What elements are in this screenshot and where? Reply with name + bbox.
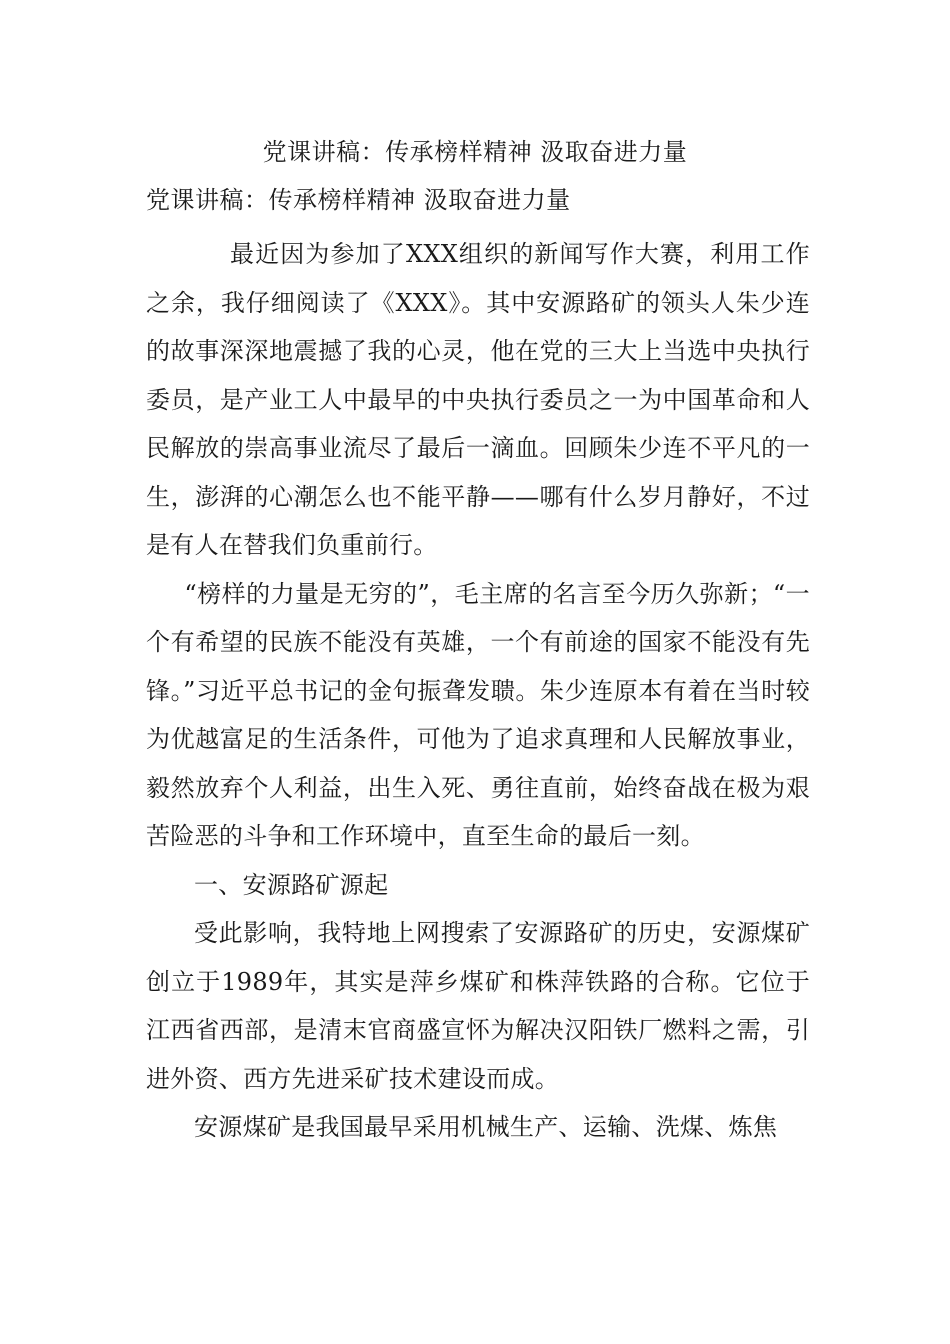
document-body: [146, 230, 810, 1152]
paragraph-role-model: “榜样的力量是无穷的”，毛主席的名言至今历久弥新；“一个有希望的民族不能没有英雄，一个有前途的国家不能没有先锋。”习近平总书记的金句振聋发聩。朱少连原本有着在当时较为优越富足的生活条件，可他为了追求真理和人民解放事业，毅然放弃个人利益，出生入死、勇往直前，始终奋战在极为艰苦险恶的斗争和工作环境中，直至生命的最后一刻。: [146, 579, 810, 850]
document-title: 党课讲稿：传承榜样精神 汲取奋进力量: [262, 138, 688, 166]
paragraph-history: 受此影响，我特地上网搜索了安源路矿的历史，安源煤矿创立于1989年，其实是萍乡煤矿和株萍铁路的合称。它位于江西省西部，是清末官商盛宣怀为解决汉阳铁厂燃料之需，引进外资、西方先进采矿技术建设而成。: [146, 919, 810, 1093]
document-subtitle: 党课讲稿：传承榜样精神 汲取奋进力量: [146, 186, 571, 214]
paragraph-mining: 安源煤矿是我国最早采用机械生产、运输、洗煤、炼焦: [194, 1113, 778, 1141]
section-heading-origin: 一、安源路矿源起: [194, 870, 389, 899]
paragraph-intro: 最近因为参加了XXX组织的新闻写作大赛，利用工作之余，我仔细阅读了《XXX》。其中安源路矿的领头人朱少连的故事深深地震撼了我的心灵，他在党的三大上当选中央执行委员，是产业工人中最早的中央执行委员之一为中国革命和人民解放的崇高事业流尽了最后一滴血。回顾朱少连不平凡的一生，澎湃的心潮怎么也不能平静——哪有什么岁月静好，不过是有人在替我们负重前行。: [146, 240, 810, 559]
